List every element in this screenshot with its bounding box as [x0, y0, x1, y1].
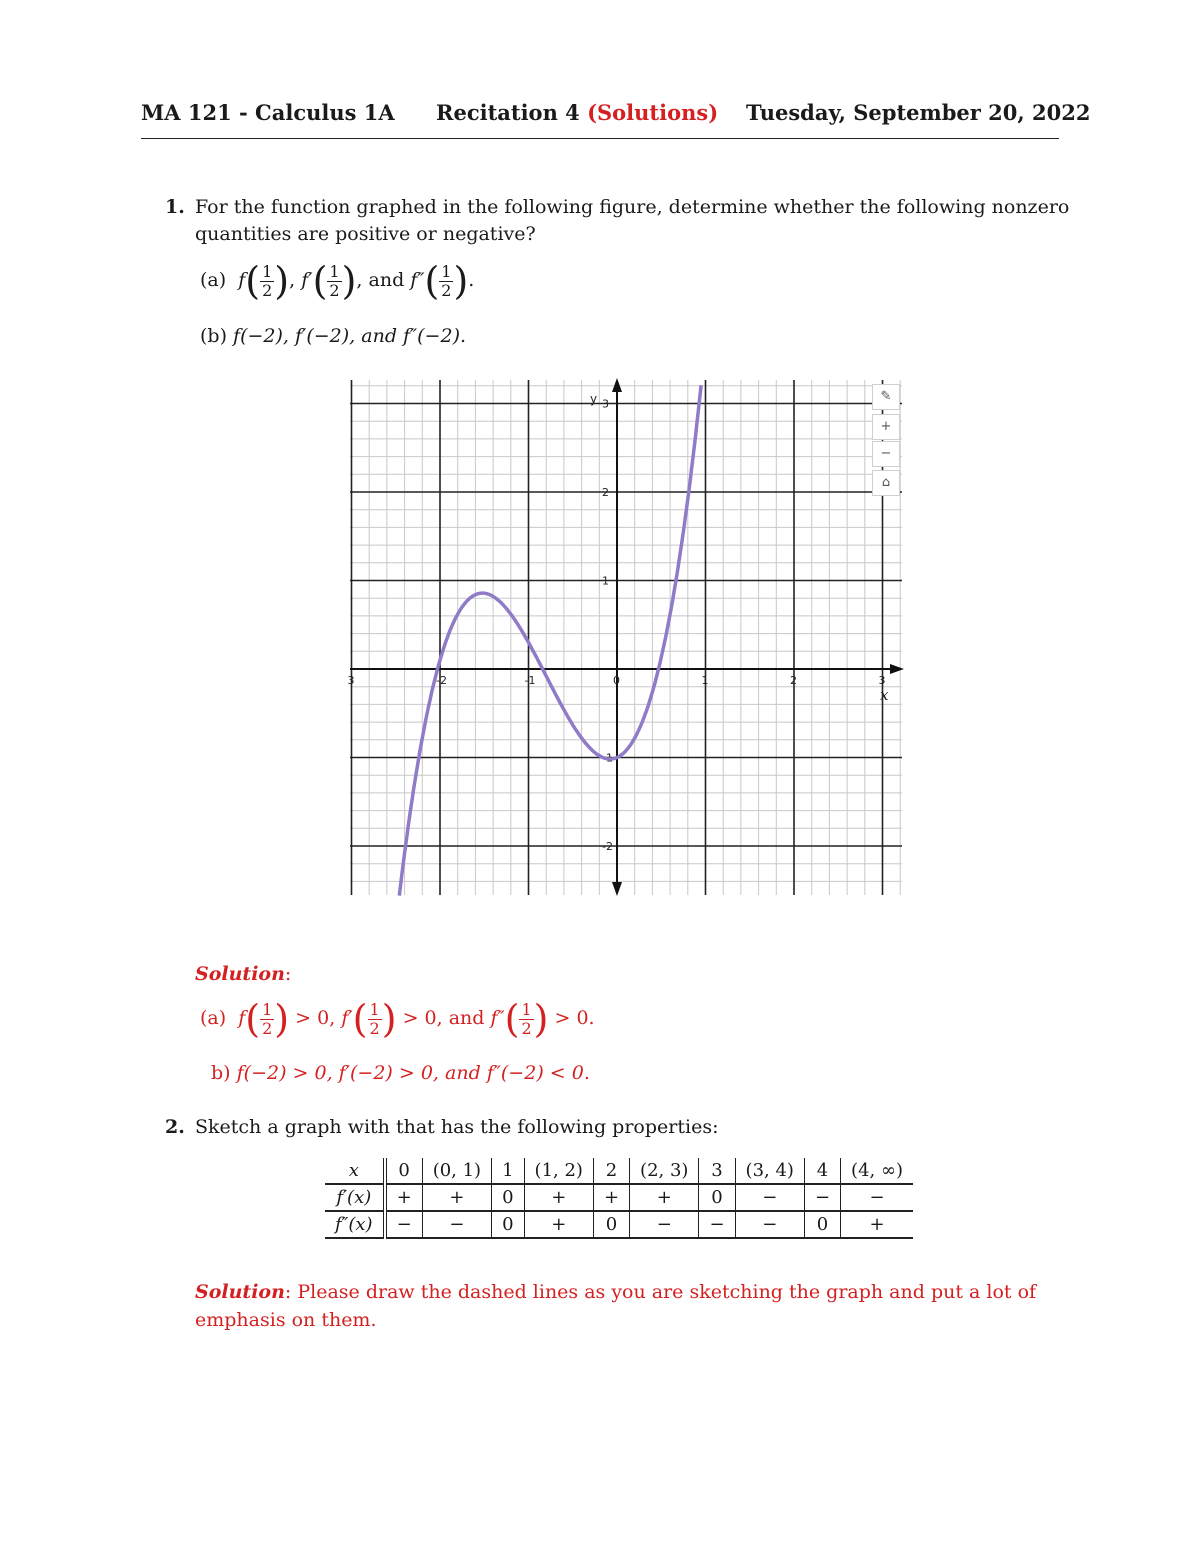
- problem1-part-a: (a) f( $\frac{1}{2}$ ), f′( $\frac{1}{2}$ ), and f″( $\frac{1}{2}$ ).: [200, 259, 475, 303]
- frac-num: 1: [441, 261, 452, 281]
- table-row-label: f″(x): [325, 1211, 385, 1238]
- and-word: and: [368, 269, 405, 291]
- table-row-f-prime: [325, 1184, 913, 1211]
- table-cell: 0: [804, 1211, 840, 1238]
- recitation-title: [436, 100, 718, 125]
- y-tick-label: -2: [602, 840, 613, 853]
- solution2-text1: : Please draw the dashed lines as you are sketching the graph and put a lot of: [284, 1281, 1037, 1303]
- frac-num: 1: [521, 999, 532, 1019]
- table-row-f-double-prime: [325, 1211, 913, 1238]
- table-header-row: [325, 1158, 913, 1184]
- solutions-tag: (Solutions): [587, 100, 719, 125]
- solution1-part-a-label: (a): [200, 1007, 227, 1029]
- table-cell: (3, 4): [735, 1158, 804, 1184]
- solution1-part-b-label: b): [211, 1062, 231, 1084]
- home-icon[interactable]: ⌂: [872, 470, 900, 496]
- y-axis-arrow-down: [612, 882, 622, 896]
- x-tick-label: 0: [613, 674, 620, 687]
- function-graph: [340, 378, 910, 900]
- table-cell: +: [422, 1184, 491, 1211]
- problem1-number: 1.: [165, 196, 185, 218]
- frac-den: 2: [329, 280, 340, 300]
- table-cell: 0: [385, 1158, 423, 1184]
- header-rule: [141, 138, 1059, 139]
- table-cell: −: [735, 1211, 804, 1238]
- y-tick-label: 3: [602, 397, 609, 411]
- table-cell: 4: [804, 1158, 840, 1184]
- solution1-gt1: > 0,: [295, 1007, 336, 1029]
- problem2-prompt: Sketch a graph with that has the following properties:: [195, 1116, 719, 1138]
- table-cell: 0: [492, 1184, 524, 1211]
- y-tick-label: 2: [602, 486, 609, 499]
- table-cell: −: [630, 1211, 699, 1238]
- x-tick-label: -2: [436, 674, 447, 687]
- table-cell: 2: [593, 1158, 629, 1184]
- frac-num: 1: [262, 261, 273, 281]
- table-cell: +: [841, 1211, 913, 1238]
- table-cell: −: [385, 1211, 423, 1238]
- x-axis-label: x: [880, 686, 889, 704]
- table-cell: 3: [699, 1158, 735, 1184]
- frac-num: 1: [329, 261, 340, 281]
- frac-den: 2: [262, 280, 273, 300]
- function-curve: [399, 385, 701, 895]
- solution1-gt2: > 0, and: [402, 1007, 485, 1029]
- table-cell: (4, ∞): [841, 1158, 913, 1184]
- table-cell: +: [524, 1211, 593, 1238]
- table-cell: (0, 1): [422, 1158, 491, 1184]
- table-cell: +: [385, 1184, 423, 1211]
- x-tick-label: 2: [790, 674, 797, 687]
- y-axis-label: y: [590, 392, 598, 406]
- problem1-prompt-line1: For the function graphed in the following figure, determine whether the following nonzero: [195, 196, 1070, 218]
- frac-den: 2: [369, 1018, 380, 1038]
- x-tick-label: -1: [524, 674, 536, 687]
- table-cell: 0: [492, 1211, 524, 1238]
- frac-den: 2: [262, 1018, 273, 1038]
- table-cell: +: [524, 1184, 593, 1211]
- problem1-part-b: [200, 325, 466, 347]
- solution2-line1: [195, 1281, 1036, 1303]
- minor-grid: [347, 380, 902, 895]
- table-cell: −: [804, 1184, 840, 1211]
- x-tick-label: 1: [701, 674, 709, 687]
- problem2-number: 2.: [165, 1116, 185, 1138]
- solution2-label: Solution: [195, 1281, 285, 1303]
- y-axis-arrow-up: [612, 378, 622, 392]
- x-axis-arrow: [890, 664, 904, 674]
- table-cell: −: [422, 1211, 491, 1238]
- frac-num: 1: [369, 999, 380, 1019]
- date: Tuesday, September 20, 2022: [746, 100, 1091, 125]
- plus-icon[interactable]: +: [872, 414, 900, 440]
- part-a-label: (a): [200, 269, 227, 291]
- part-b-label: (b): [200, 325, 227, 347]
- major-grid: [347, 380, 902, 895]
- recitation-label: Recitation 4: [436, 100, 580, 125]
- x-tick-label: 3: [347, 674, 355, 687]
- wrench-icon[interactable]: ✎: [872, 384, 900, 410]
- table-cell: 1: [492, 1158, 524, 1184]
- solution1-part-b: [211, 1062, 590, 1084]
- table-cell: −: [735, 1184, 804, 1211]
- x-tick-label: 3: [878, 674, 886, 687]
- course-title: MA 121 - Calculus 1A: [141, 100, 395, 125]
- solution2-line2: emphasis on them.: [195, 1309, 377, 1331]
- solution1-heading: Solution:: [195, 963, 292, 985]
- problem1-prompt-line2: quantities are positive or negative?: [195, 223, 536, 245]
- table-cell: (1, 2): [524, 1158, 593, 1184]
- table-cell: 0: [593, 1211, 629, 1238]
- solution1-gt3: > 0.: [554, 1007, 595, 1029]
- solution1-part-b-text: f(−2) > 0, f′(−2) > 0, and f″(−2) < 0.: [236, 1062, 590, 1084]
- minus-icon[interactable]: −: [872, 441, 900, 467]
- table-cell: (2, 3): [630, 1158, 699, 1184]
- solution1-label: Solution: [195, 963, 285, 985]
- table-cell: −: [699, 1211, 735, 1238]
- table-cell: +: [630, 1184, 699, 1211]
- solution1-part-a: (a) f( $\frac{1}{2}$ ) > 0, f′( $\frac{1}{2}$ ) > 0, and f″( $\frac{1}{2}$ ) > 0.: [200, 997, 595, 1041]
- y-tick-label: 1: [602, 574, 609, 588]
- table-cell: +: [593, 1184, 629, 1211]
- table-cell: 0: [699, 1184, 735, 1211]
- properties-table: [325, 1158, 913, 1239]
- table-cell: −: [841, 1184, 913, 1211]
- frac-den: 2: [441, 280, 452, 300]
- frac-num: 1: [262, 999, 273, 1019]
- y-tick-label: -1: [602, 751, 613, 765]
- table-row-label: x: [325, 1158, 385, 1184]
- part-b-text: f(−2), f′(−2), and f″(−2).: [233, 325, 467, 347]
- table-row-label: f′(x): [325, 1184, 385, 1211]
- frac-den: 2: [521, 1018, 532, 1038]
